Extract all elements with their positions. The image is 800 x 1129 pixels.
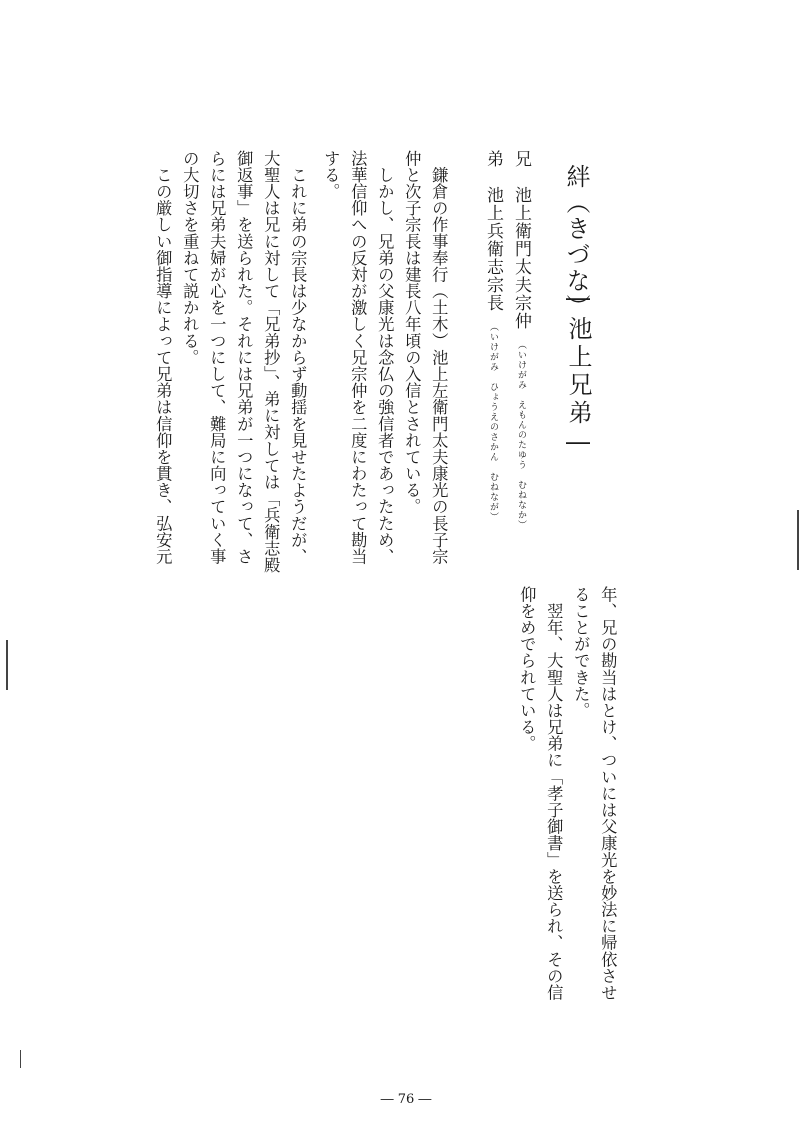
body-line-2: 仲と次子宗長は建長八年頃の入信とされている。 [402,150,422,515]
younger-label: 弟 [483,150,503,168]
scan-edge-mark-right [797,510,799,570]
body-line-3: しかし、兄弟の父康光は念仏の強信者であったため、 [375,150,395,565]
scan-edge-mark-left-lower [20,1050,21,1068]
body-line-13: ることができた。 [571,586,591,719]
body-line-14: 翌年、大聖人は兄弟に「孝子御書」を送られ、その信 [544,586,564,1001]
body-line-15: 仰をめでられている。 [517,586,537,752]
body-line-12: 年、兄の勘当はとけ、ついには父康光を妙法に帰依させ [598,586,618,1001]
elder-name: 池上衛門太夫宗仲 [511,186,531,330]
younger-reading: （いけがみ ひょうえのさかん むねなが） [488,322,498,522]
body-line-10: の大切さを重ねて説かれる。 [180,150,200,366]
body-line-11: この厳しい御指導によって兄弟は信仰を貫き、弘安元 [153,150,173,565]
body-line-4: 法華信仰への反対が激しく兄宗仲を二度にわたって勘当 [348,150,368,565]
elder-brother-line [512,150,529,530]
page-subtitle: ―池上兄弟― [564,284,592,460]
younger-brother-line [484,150,501,522]
body-line-6: これに弟の宗長は少なからず動揺を見せたようだが、 [288,150,308,565]
scan-edge-mark-left [6,640,8,690]
elder-reading: （いけがみ えもんのたゆう むねなか） [516,340,526,530]
body-line-9: らには兄弟夫婦が心を一つにして、難局に向っていく事 [207,150,227,565]
body-line-7: 大聖人は兄に対して「兄弟抄」、弟に対しては「兵衛志殿 [261,150,281,574]
elder-label: 兄 [511,150,531,168]
body-line-5: する。 [321,150,341,200]
page-title: 絆（きづな） [562,164,590,320]
body-line-8: 御返事」を送られた。それには兄弟が一つになって、さ [234,150,254,565]
younger-name: 池上兵衛志宗長 [483,186,503,312]
page-number: ― 76 ― [380,1092,432,1107]
body-line-1: 鎌倉の作事奉行（土木）池上左衛門太夫康光の長子宗 [429,150,449,565]
